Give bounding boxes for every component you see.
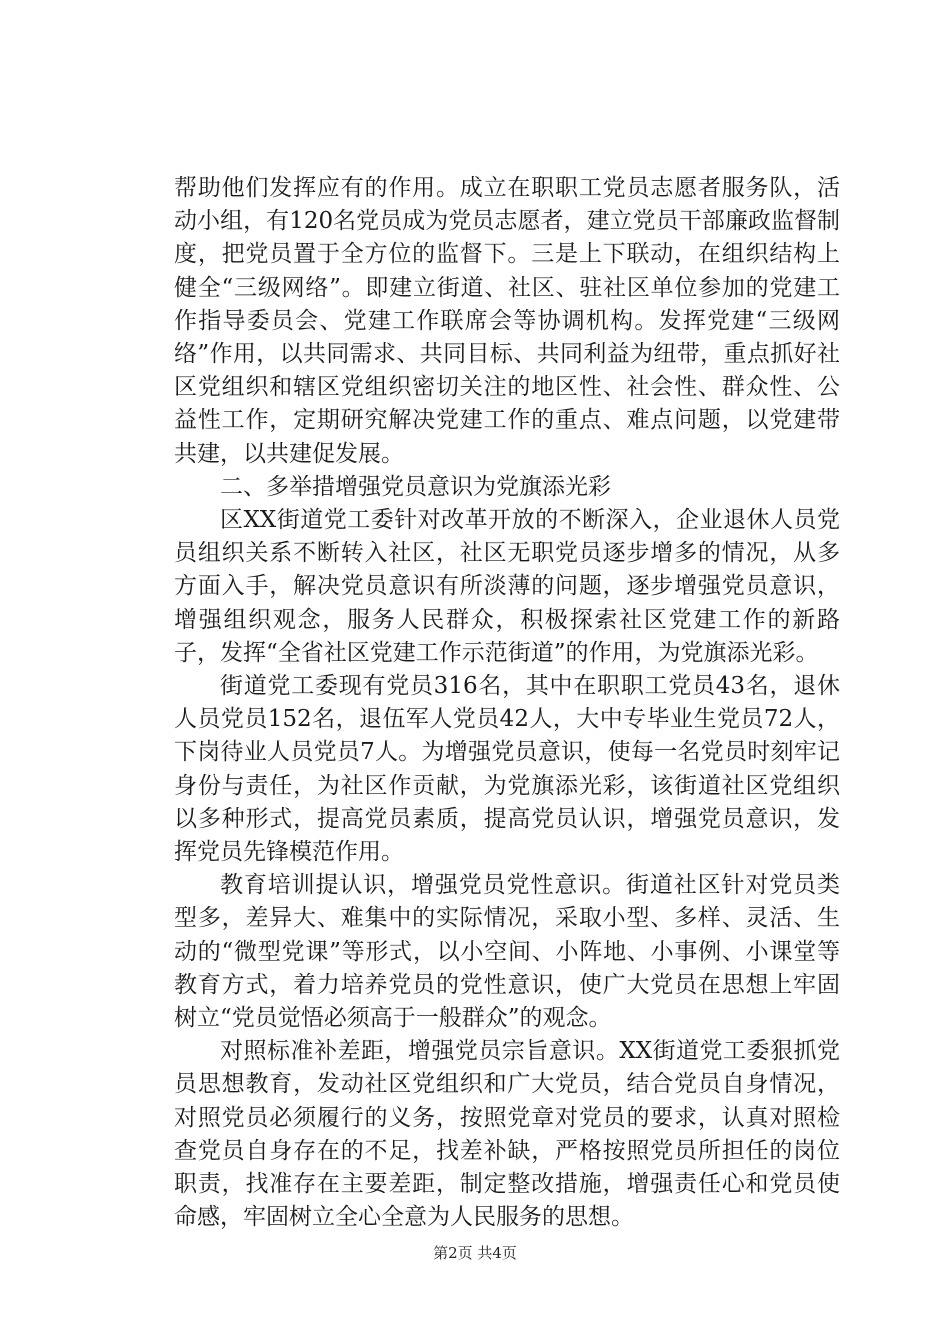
paragraph-4: 教育培训提认识，增强党员党性意识。街道社区针对党员类型多，差异大、难集中的实际情况，采取小型、多样、灵活、生动的“微型党课”等形式，以小空间、小阵地、小事例、小课堂等教育方式，着力培养党员的党性意识，使广大党员在思想上牢固树立“党员觉悟必须高于一般群众”的观念。 bbox=[174, 872, 840, 1032]
section-heading: 二、多举措增强党员意识为党旗添光彩 bbox=[220, 473, 611, 500]
paragraph-1: 帮助他们发挥应有的作用。成立在职职工党员志愿者服务队，活动小组，有120名党员成为党员志愿者，建立党员干部廉政监督制度，把党员置于全方位的监督下。三是上下联动，在组织结构上健全“三级网络”。即建立街道、社区、驻社区单位参加的党建工作指导委员会、党建工作联席会等协调机构。发挥党建“三级网络”作用，以共同需求、共同目标、共同利益为纽带，重点抓好社区党组织和辖区党组织密切关注的地区性、社会性、群众性、公益性工作，定期研究解决党建工作的重点、难点问题，以党建带共建，以共建促发展。 bbox=[174, 175, 840, 467]
paragraph-2: 区XX街道党工委针对改革开放的不断深入，企业退休人员党员组织关系不断转入社区，社区无职党员逐步增多的情况，从多方面入手，解决党员意识有所淡薄的问题，逐步增强党员意识，增强组织观念，服务人民群众，积极探索社区党建工作的新路子，发挥“全省社区党建工作示范街道”的作用，为党旗添光彩。 bbox=[174, 507, 840, 666]
paragraph-3: 街道党工委现有党员316名，其中在职职工党员43名，退休人员党员152名，退伍军人党员42人，大中专毕业生党员72人，下岗待业人员党员7人。为增强党员意识，使每一名党员时刻牢记身份与责任，为社区作贡献，为党旗添光彩，该街道社区党组织以多种形式，提高党员素质，提高党员认识，增强党员意识，发挥党员先锋模范作用。 bbox=[174, 673, 840, 866]
page-number-footer: 第2页 共4页 bbox=[433, 1244, 517, 1262]
document-body bbox=[174, 172, 840, 1235]
paragraph-5: 对照标准补差距，增强党员宗旨意识。XX街道党工委狠抓党员思想教育，发动社区党组织和广大党员，结合党员自身情况，对照党员必须履行的义务，按照党章对党员的要求，认真对照检查党员自身存在的不足，找差补缺，严格按照党员所担任的岗位职责，找准存在主要差距，制定整改措施，增强责任心和党员使命感，牢固树立全心全意为人民服务的思想。 bbox=[174, 1038, 840, 1231]
